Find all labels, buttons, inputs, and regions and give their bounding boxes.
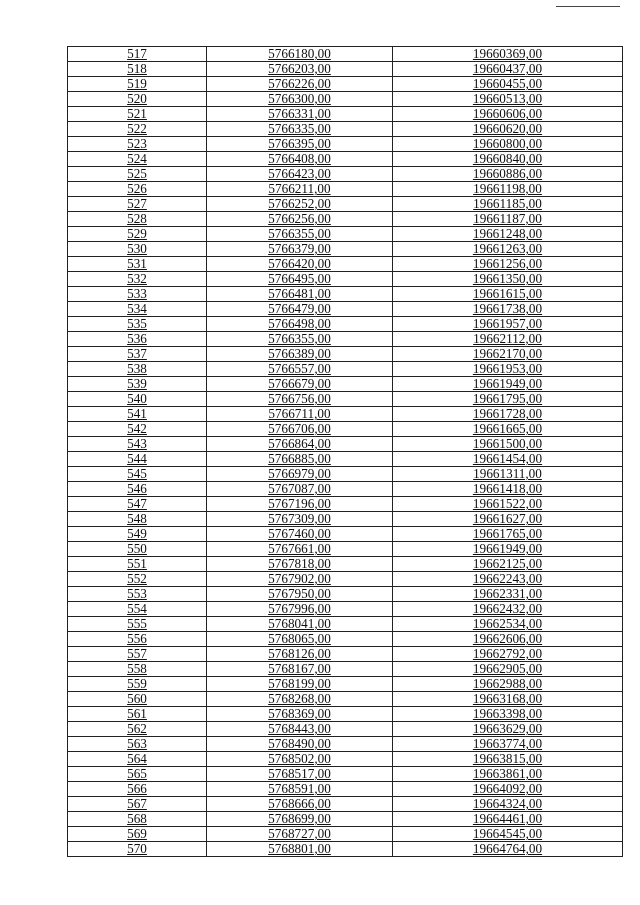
- table-row: [68, 572, 623, 587]
- x-coordinate-cell: 5767196,00: [207, 497, 393, 512]
- table-row: [68, 752, 623, 767]
- point-number-cell: 570: [68, 842, 207, 857]
- point-number-cell: 546: [68, 482, 207, 497]
- point-number-cell: 542: [68, 422, 207, 437]
- point-number-cell: 565: [68, 767, 207, 782]
- table-row: [68, 152, 623, 167]
- point-number-cell: 531: [68, 257, 207, 272]
- x-coordinate-cell: 5768167,00: [207, 662, 393, 677]
- table-row: [68, 347, 623, 362]
- point-number-cell: 536: [68, 332, 207, 347]
- y-coordinate-cell: 19661522,00: [393, 497, 623, 512]
- table-row: [68, 467, 623, 482]
- point-number-cell: 556: [68, 632, 207, 647]
- x-coordinate-cell: 5766498,00: [207, 317, 393, 332]
- table-row: [68, 482, 623, 497]
- y-coordinate-cell: 19664764,00: [393, 842, 623, 857]
- x-coordinate-cell: 5768666,00: [207, 797, 393, 812]
- x-coordinate-cell: 5767460,00: [207, 527, 393, 542]
- point-number-cell: 557: [68, 647, 207, 662]
- x-coordinate-cell: 5766180,00: [207, 47, 393, 62]
- x-coordinate-cell: 5767902,00: [207, 572, 393, 587]
- x-coordinate-cell: 5766300,00: [207, 92, 393, 107]
- table-row: [68, 107, 623, 122]
- table-row: [68, 182, 623, 197]
- table-row: [68, 212, 623, 227]
- y-coordinate-cell: 19660513,00: [393, 92, 623, 107]
- table-row: [68, 662, 623, 677]
- point-number-cell: 568: [68, 812, 207, 827]
- table-row: [68, 527, 623, 542]
- table-row: [68, 602, 623, 617]
- table-row: [68, 692, 623, 707]
- x-coordinate-cell: 5766331,00: [207, 107, 393, 122]
- table-row: [68, 227, 623, 242]
- y-coordinate-cell: 19661350,00: [393, 272, 623, 287]
- point-number-cell: 528: [68, 212, 207, 227]
- table-row: [68, 587, 623, 602]
- table-row: [68, 392, 623, 407]
- table-row: [68, 647, 623, 662]
- table-row: [68, 317, 623, 332]
- y-coordinate-cell: 19661795,00: [393, 392, 623, 407]
- table-row: [68, 737, 623, 752]
- table-row: [68, 377, 623, 392]
- x-coordinate-cell: 5766203,00: [207, 62, 393, 77]
- table-row: [68, 62, 623, 77]
- y-coordinate-cell: 19661949,00: [393, 377, 623, 392]
- x-coordinate-cell: 5766706,00: [207, 422, 393, 437]
- x-coordinate-cell: 5768126,00: [207, 647, 393, 662]
- y-coordinate-cell: 19661615,00: [393, 287, 623, 302]
- table-row: [68, 782, 623, 797]
- y-coordinate-cell: 19664461,00: [393, 812, 623, 827]
- y-coordinate-cell: 19660840,00: [393, 152, 623, 167]
- table-row: [68, 77, 623, 92]
- point-number-cell: 523: [68, 137, 207, 152]
- y-coordinate-cell: 19661953,00: [393, 362, 623, 377]
- point-number-cell: 561: [68, 707, 207, 722]
- x-coordinate-cell: 5766389,00: [207, 347, 393, 362]
- point-number-cell: 519: [68, 77, 207, 92]
- table-row: [68, 242, 623, 257]
- point-number-cell: 535: [68, 317, 207, 332]
- table-row: [68, 842, 623, 857]
- point-number-cell: 569: [68, 827, 207, 842]
- y-coordinate-cell: 19661263,00: [393, 242, 623, 257]
- y-coordinate-cell: 19661665,00: [393, 422, 623, 437]
- x-coordinate-cell: 5768591,00: [207, 782, 393, 797]
- table-row: [68, 122, 623, 137]
- table-row: [68, 197, 623, 212]
- y-coordinate-cell: 19663815,00: [393, 752, 623, 767]
- point-number-cell: 566: [68, 782, 207, 797]
- table-row: [68, 332, 623, 347]
- x-coordinate-cell: 5767996,00: [207, 602, 393, 617]
- x-coordinate-cell: 5767309,00: [207, 512, 393, 527]
- x-coordinate-cell: 5768490,00: [207, 737, 393, 752]
- table-row: [68, 497, 623, 512]
- point-number-cell: 554: [68, 602, 207, 617]
- x-coordinate-cell: 5766379,00: [207, 242, 393, 257]
- x-coordinate-cell: 5768502,00: [207, 752, 393, 767]
- point-number-cell: 529: [68, 227, 207, 242]
- x-coordinate-cell: 5768727,00: [207, 827, 393, 842]
- point-number-cell: 553: [68, 587, 207, 602]
- point-number-cell: 564: [68, 752, 207, 767]
- y-coordinate-cell: 19664324,00: [393, 797, 623, 812]
- point-number-cell: 525: [68, 167, 207, 182]
- table-row: [68, 272, 623, 287]
- x-coordinate-cell: 5766420,00: [207, 257, 393, 272]
- point-number-cell: 559: [68, 677, 207, 692]
- y-coordinate-cell: 19661187,00: [393, 212, 623, 227]
- y-coordinate-cell: 19661500,00: [393, 437, 623, 452]
- x-coordinate-cell: 5766557,00: [207, 362, 393, 377]
- y-coordinate-cell: 19660437,00: [393, 62, 623, 77]
- point-number-cell: 527: [68, 197, 207, 212]
- y-coordinate-cell: 19661627,00: [393, 512, 623, 527]
- table-row: [68, 827, 623, 842]
- x-coordinate-cell: 5766395,00: [207, 137, 393, 152]
- y-coordinate-cell: 19661765,00: [393, 527, 623, 542]
- table-row: [68, 287, 623, 302]
- y-coordinate-cell: 19662170,00: [393, 347, 623, 362]
- x-coordinate-cell: 5766226,00: [207, 77, 393, 92]
- x-coordinate-cell: 5766711,00: [207, 407, 393, 422]
- point-number-cell: 521: [68, 107, 207, 122]
- y-coordinate-cell: 19661728,00: [393, 407, 623, 422]
- point-number-cell: 547: [68, 497, 207, 512]
- y-coordinate-cell: 19661949,00: [393, 542, 623, 557]
- y-coordinate-cell: 19662243,00: [393, 572, 623, 587]
- x-coordinate-cell: 5766864,00: [207, 437, 393, 452]
- table-row: [68, 542, 623, 557]
- y-coordinate-cell: 19662988,00: [393, 677, 623, 692]
- table-row: [68, 92, 623, 107]
- table-row: [68, 512, 623, 527]
- point-number-cell: 526: [68, 182, 207, 197]
- point-number-cell: 552: [68, 572, 207, 587]
- x-coordinate-cell: 5768041,00: [207, 617, 393, 632]
- point-number-cell: 545: [68, 467, 207, 482]
- y-coordinate-cell: 19663629,00: [393, 722, 623, 737]
- table-row: [68, 257, 623, 272]
- point-number-cell: 563: [68, 737, 207, 752]
- table-row: [68, 407, 623, 422]
- point-number-cell: 544: [68, 452, 207, 467]
- y-coordinate-cell: 19662534,00: [393, 617, 623, 632]
- table-row: [68, 362, 623, 377]
- y-coordinate-cell: 19662125,00: [393, 557, 623, 572]
- point-number-cell: 549: [68, 527, 207, 542]
- x-coordinate-cell: 5766979,00: [207, 467, 393, 482]
- x-coordinate-cell: 5766252,00: [207, 197, 393, 212]
- y-coordinate-cell: 19660606,00: [393, 107, 623, 122]
- point-number-cell: 558: [68, 662, 207, 677]
- point-number-cell: 543: [68, 437, 207, 452]
- point-number-cell: 539: [68, 377, 207, 392]
- point-number-cell: 537: [68, 347, 207, 362]
- y-coordinate-cell: 19661418,00: [393, 482, 623, 497]
- point-number-cell: 517: [68, 47, 207, 62]
- table-row: [68, 632, 623, 647]
- point-number-cell: 562: [68, 722, 207, 737]
- table-row: [68, 137, 623, 152]
- y-coordinate-cell: 19662112,00: [393, 332, 623, 347]
- x-coordinate-cell: 5766495,00: [207, 272, 393, 287]
- x-coordinate-cell: 5766408,00: [207, 152, 393, 167]
- y-coordinate-cell: 19660886,00: [393, 167, 623, 182]
- point-number-cell: 550: [68, 542, 207, 557]
- y-coordinate-cell: 19661454,00: [393, 452, 623, 467]
- table-row: [68, 812, 623, 827]
- y-coordinate-cell: 19660620,00: [393, 122, 623, 137]
- y-coordinate-cell: 19660800,00: [393, 137, 623, 152]
- point-number-cell: 524: [68, 152, 207, 167]
- table-row: [68, 167, 623, 182]
- x-coordinate-cell: 5768369,00: [207, 707, 393, 722]
- table-row: [68, 677, 623, 692]
- point-number-cell: 538: [68, 362, 207, 377]
- table-row: [68, 557, 623, 572]
- point-number-cell: 520: [68, 92, 207, 107]
- point-number-cell: 534: [68, 302, 207, 317]
- y-coordinate-cell: 19664092,00: [393, 782, 623, 797]
- point-number-cell: 567: [68, 797, 207, 812]
- x-coordinate-cell: 5768065,00: [207, 632, 393, 647]
- point-number-cell: 522: [68, 122, 207, 137]
- y-coordinate-cell: 19661185,00: [393, 197, 623, 212]
- y-coordinate-cell: 19663861,00: [393, 767, 623, 782]
- y-coordinate-cell: 19662905,00: [393, 662, 623, 677]
- x-coordinate-cell: 5768699,00: [207, 812, 393, 827]
- x-coordinate-cell: 5767087,00: [207, 482, 393, 497]
- y-coordinate-cell: 19662331,00: [393, 587, 623, 602]
- y-coordinate-cell: 19663774,00: [393, 737, 623, 752]
- table-row: [68, 302, 623, 317]
- table-row: [68, 452, 623, 467]
- x-coordinate-cell: 5768517,00: [207, 767, 393, 782]
- point-number-cell: 541: [68, 407, 207, 422]
- x-coordinate-cell: 5766335,00: [207, 122, 393, 137]
- x-coordinate-cell: 5766479,00: [207, 302, 393, 317]
- y-coordinate-cell: 19661957,00: [393, 317, 623, 332]
- point-number-cell: 533: [68, 287, 207, 302]
- y-coordinate-cell: 19662606,00: [393, 632, 623, 647]
- top-right-rule: [556, 6, 620, 7]
- point-number-cell: 560: [68, 692, 207, 707]
- x-coordinate-cell: 5766885,00: [207, 452, 393, 467]
- point-number-cell: 551: [68, 557, 207, 572]
- y-coordinate-cell: 19663398,00: [393, 707, 623, 722]
- coordinates-table-body: [68, 47, 623, 857]
- x-coordinate-cell: 5767818,00: [207, 557, 393, 572]
- x-coordinate-cell: 5768801,00: [207, 842, 393, 857]
- point-number-cell: 555: [68, 617, 207, 632]
- x-coordinate-cell: 5766355,00: [207, 332, 393, 347]
- x-coordinate-cell: 5766211,00: [207, 182, 393, 197]
- x-coordinate-cell: 5767661,00: [207, 542, 393, 557]
- y-coordinate-cell: 19661256,00: [393, 257, 623, 272]
- y-coordinate-cell: 19661198,00: [393, 182, 623, 197]
- x-coordinate-cell: 5766756,00: [207, 392, 393, 407]
- y-coordinate-cell: 19662432,00: [393, 602, 623, 617]
- point-number-cell: 532: [68, 272, 207, 287]
- table-row: [68, 422, 623, 437]
- x-coordinate-cell: 5766355,00: [207, 227, 393, 242]
- point-number-cell: 548: [68, 512, 207, 527]
- y-coordinate-cell: 19663168,00: [393, 692, 623, 707]
- x-coordinate-cell: 5766481,00: [207, 287, 393, 302]
- x-coordinate-cell: 5768268,00: [207, 692, 393, 707]
- table-row: [68, 617, 623, 632]
- point-number-cell: 530: [68, 242, 207, 257]
- y-coordinate-cell: 19660369,00: [393, 47, 623, 62]
- point-number-cell: 540: [68, 392, 207, 407]
- y-coordinate-cell: 19664545,00: [393, 827, 623, 842]
- y-coordinate-cell: 19662792,00: [393, 647, 623, 662]
- y-coordinate-cell: 19661738,00: [393, 302, 623, 317]
- x-coordinate-cell: 5768443,00: [207, 722, 393, 737]
- y-coordinate-cell: 19661248,00: [393, 227, 623, 242]
- y-coordinate-cell: 19660455,00: [393, 77, 623, 92]
- coordinates-table: [67, 46, 623, 857]
- x-coordinate-cell: 5766256,00: [207, 212, 393, 227]
- x-coordinate-cell: 5767950,00: [207, 587, 393, 602]
- point-number-cell: 518: [68, 62, 207, 77]
- y-coordinate-cell: 19661311,00: [393, 467, 623, 482]
- table-row: [68, 767, 623, 782]
- table-row: [68, 707, 623, 722]
- x-coordinate-cell: 5766679,00: [207, 377, 393, 392]
- table-row: [68, 797, 623, 812]
- table-row: [68, 47, 623, 62]
- table-row: [68, 722, 623, 737]
- x-coordinate-cell: 5768199,00: [207, 677, 393, 692]
- x-coordinate-cell: 5766423,00: [207, 167, 393, 182]
- table-row: [68, 437, 623, 452]
